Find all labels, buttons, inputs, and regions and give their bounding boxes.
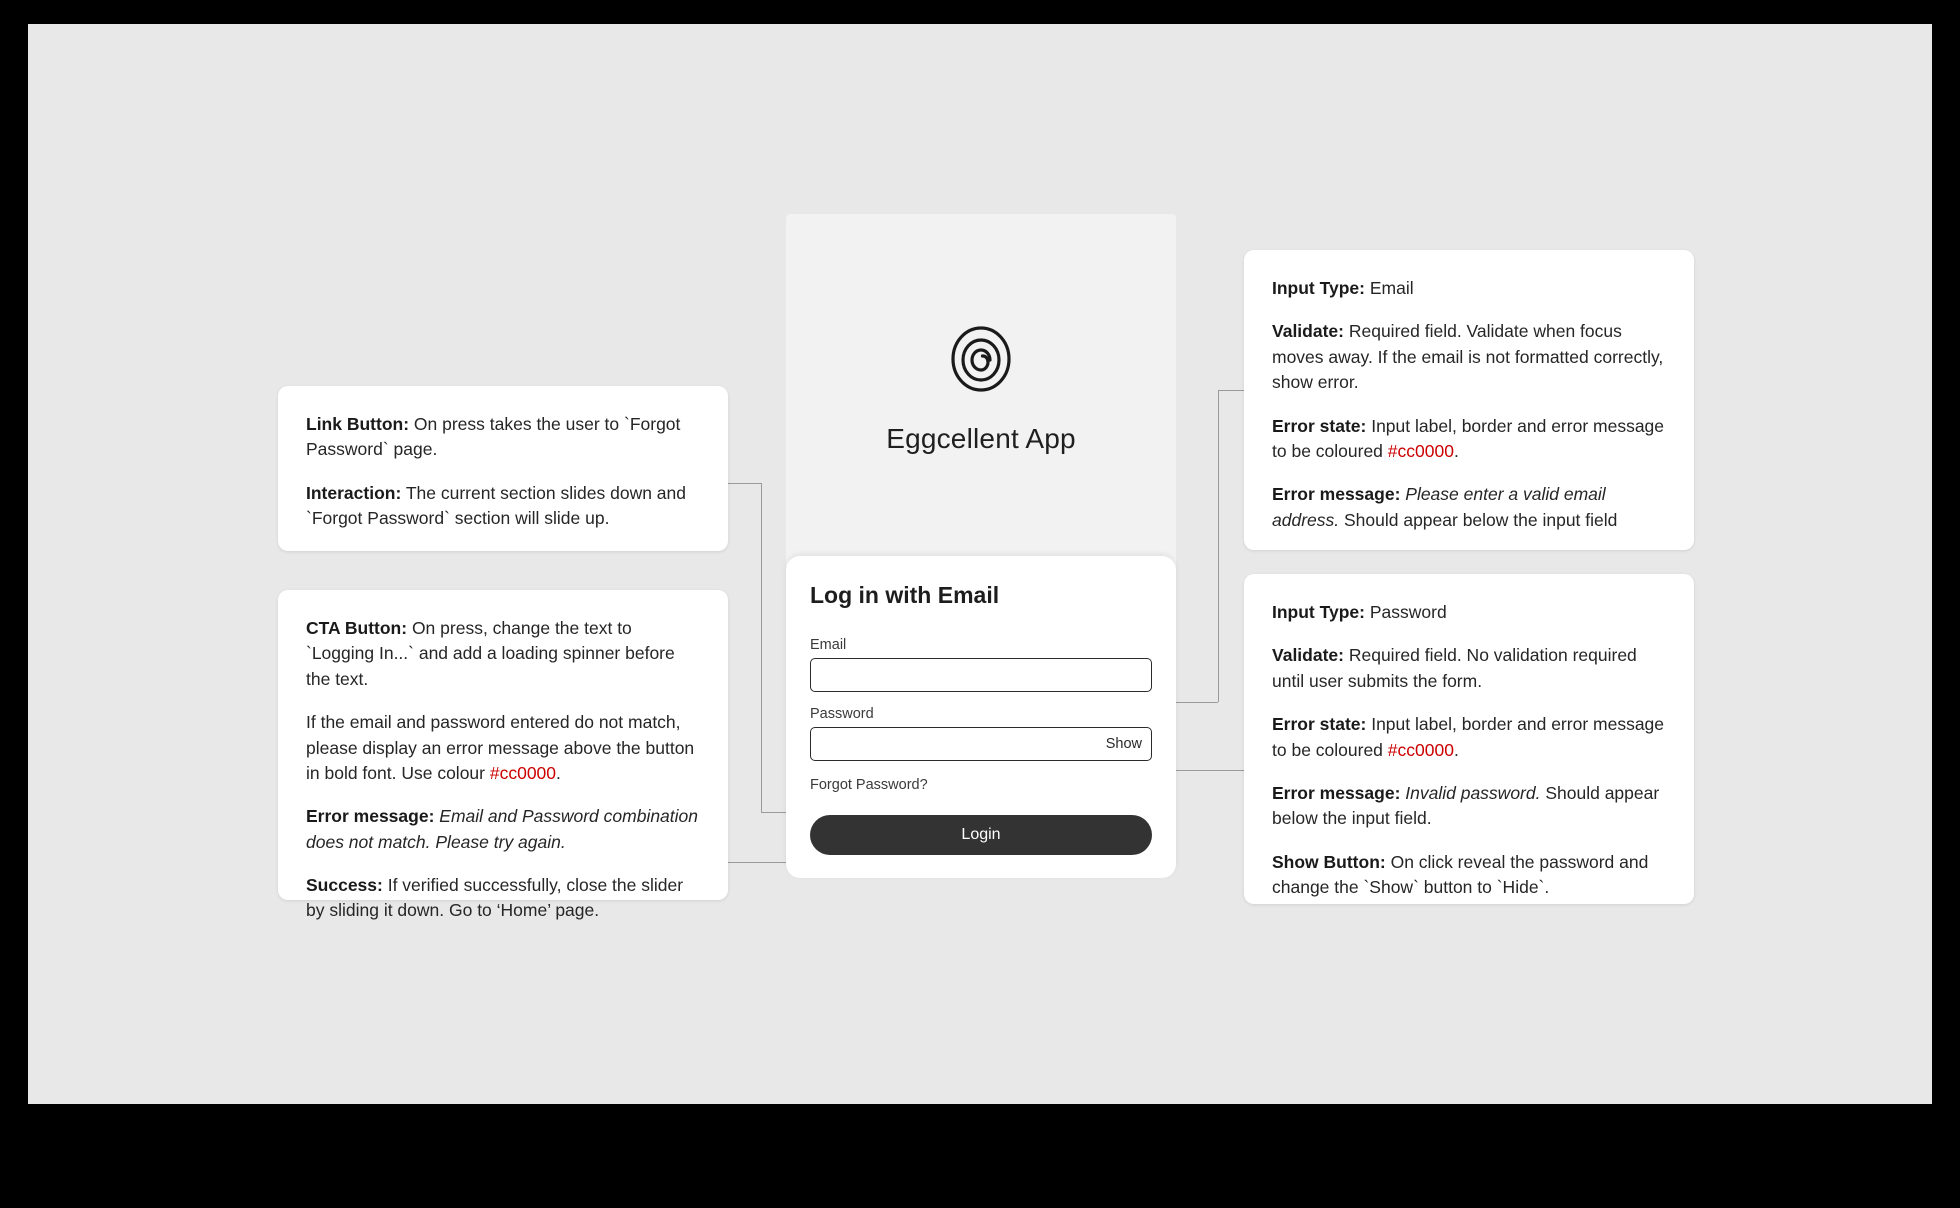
password-line-2-text: Required field. No validation required until user submits the form. [1272,645,1637,691]
password-field-box[interactable] [810,727,1152,761]
cta-line-4 [306,873,700,924]
link-button-line-2-label: Interaction: [306,482,402,503]
email-label: Email [810,637,847,653]
cta-line-2-text: If the email and password entered do not match, please display an error message above the button in bold font. Use colour [306,712,695,783]
login-button[interactable]: Login [810,815,1152,855]
email-line-4-italic: Please enter a valid email address. [1272,484,1606,530]
design-canvas [28,24,1932,1104]
app-hero-section [786,214,1176,578]
email-line-2 [1272,319,1666,395]
email-line-4-label: Error message: [1272,484,1401,505]
password-line-3-colour: #cc0000 [1387,739,1454,760]
password-line-4-label: Error message: [1272,782,1401,803]
email-line-2-label: Validate: [1272,321,1344,342]
password-line-5 [1272,850,1666,901]
password-line-3-text-b: . [1453,739,1459,760]
cta-line-4-label: Success: [306,875,383,895]
password-line-5-text: On click reveal the password and change the `Show` button to `Hide`. [1272,851,1649,897]
cta-line-1-label: CTA Button: [306,618,408,638]
link-button-line-1-text: On press takes the user to `Forgot Password` page. [306,414,681,460]
password-line-4 [1272,781,1666,832]
egg-spiral-logo-icon [939,317,1023,401]
annotation-card-password-input [1244,574,1694,904]
email-input[interactable] [811,659,1151,691]
password-line-1-label: Input Type: [1272,602,1365,622]
password-line-3-label: Error state: [1272,714,1367,735]
password-line-2-label: Validate: [1272,645,1344,666]
email-line-1 [1272,276,1666,301]
password-line-4-italic: Invalid password. [1400,782,1541,803]
email-line-4 [1272,482,1666,533]
password-line-3-text: Input label, border and error message to be coloured [1272,714,1665,760]
show-password-button[interactable]: Show [1105,736,1142,752]
email-line-3-text: Input label, border and error message to be coloured [1272,415,1665,461]
password-line-4-text: Should appear below the input field. [1272,782,1660,829]
email-field-box[interactable] [810,658,1152,692]
cta-line-1-text: On press, change the text to `Logging In...` and add a loading spinner before the text. [306,618,675,689]
annotation-card-cta-button [278,590,728,921]
annotation-card-email-input [1244,250,1694,550]
annotation-card-link-button [278,386,728,551]
password-line-1-text: Password [1365,602,1447,622]
connector-email-c [1218,390,1244,391]
password-label: Password [810,706,874,722]
login-sheet [786,556,1176,878]
cta-line-2-text-b: . [556,762,561,783]
forgot-password-link[interactable]: Forgot Password? [810,777,928,793]
cta-line-3 [306,804,700,855]
password-input[interactable] [811,728,1151,760]
password-line-1 [1272,600,1666,625]
password-line-3 [1272,712,1666,763]
email-line-1-label: Input Type: [1272,278,1365,298]
cta-line-2 [306,710,700,786]
email-line-1-text: Email [1365,278,1414,298]
email-line-3 [1272,414,1666,465]
email-line-2-text: Required field. Validate when focus moves away. If the email is not formatted correctly, show error. [1272,321,1664,393]
password-line-5-label: Show Button: [1272,851,1386,872]
sheet-title: Log in with Email [810,582,1000,608]
cta-line-4-text: If verified successfully, close the slider by sliding it down. Go to ‘Home’ page. [306,875,684,921]
email-line-3-text-b: . [1453,440,1459,461]
connector-link-button-b [761,483,762,812]
login-screen-mockup [786,214,1176,898]
cta-line-3-label: Error message: [306,806,435,827]
link-button-line-1-label: Link Button: [306,414,410,434]
link-button-line-1 [306,412,700,463]
email-line-3-label: Error state: [1272,415,1367,436]
link-button-line-2 [306,481,700,532]
connector-link-button-a [725,483,761,484]
password-line-2 [1272,643,1666,694]
app-title: Eggcellent App [886,423,1076,454]
link-button-line-2-text: The current section slides down and `Forgot Password` section will slide up. [306,482,686,529]
cta-line-3-italic: Email and Password combination does not match. Please try again. [306,806,699,852]
email-line-3-colour: #cc0000 [1387,440,1454,461]
cta-line-1 [306,616,700,692]
cta-line-2-colour: #cc0000 [489,762,557,783]
connector-email-b [1218,390,1219,702]
email-line-4-text: Should appear below the input field [1339,509,1618,530]
